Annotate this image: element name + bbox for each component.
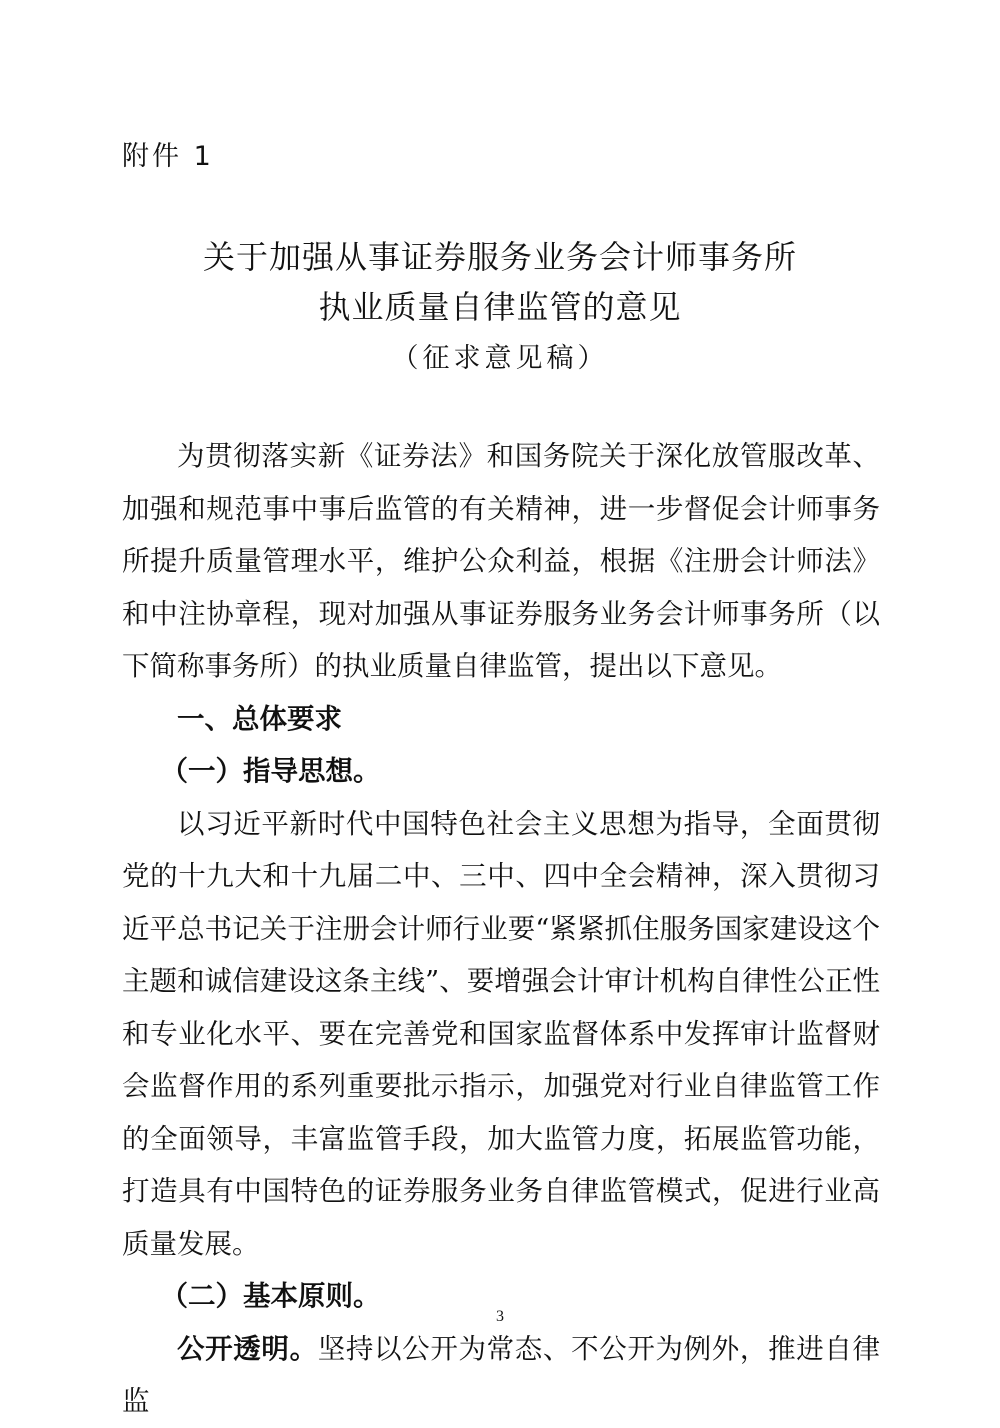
document-subtitle: （征求意见稿）	[391, 343, 609, 374]
subsection-heading-guiding-ideology: （一）指导思想。	[160, 755, 381, 787]
intro-paragraph: 为贯彻落实新《证券法》和国务院关于深化放管服改革、加强和规范事中事后监管的有关精神，进一步督促会计师事务所提升质量管理水平，维护公众利益，根据《注册会计师法》和中注协章程，现对加强从事证券服务业务会计师事务所（以下简称事务所）的执业质量自律监管，提出以下意见。	[122, 440, 880, 682]
document-title-line-2: 执业质量自律监管的意见	[318, 288, 682, 326]
subsection-heading-basic-principles: （二）基本原则。	[160, 1280, 381, 1312]
guiding-ideology-paragraph: 以习近平新时代中国特色社会主义思想为指导，全面贯彻党的十九大和十九届二中、三中、四中全会精神，深入贯彻习近平总书记关于注册会计师行业要“紧紧抓住服务国家建设这个主题和诚信建设这条主线”、要增强会计审计机构自律性公正性和专业化水平、要在完善党和国家监督体系中发挥审计监督财会监督作用的系列重要批示指示，加强党对行业自律监管工作的全面领导，丰富监管手段，加大监管力度，拓展监管功能，打造具有中国特色的证券服务业务自律监管模式，促进行业高质量发展。	[122, 807, 880, 1260]
page-number: 3	[496, 1308, 504, 1325]
document-body	[122, 430, 880, 1428]
principle-paragraph	[122, 1323, 880, 1428]
attachment-label: 附件 1	[122, 141, 214, 172]
section-heading-general-requirements: 一、总体要求	[177, 702, 342, 735]
principle-text: 坚持以公开为常态、不公开为例外，推进自律监	[122, 1332, 881, 1417]
document-title-line-1: 关于加强从事证券服务业务会计师事务所	[202, 238, 797, 276]
principle-lead: 公开透明。	[177, 1332, 318, 1365]
